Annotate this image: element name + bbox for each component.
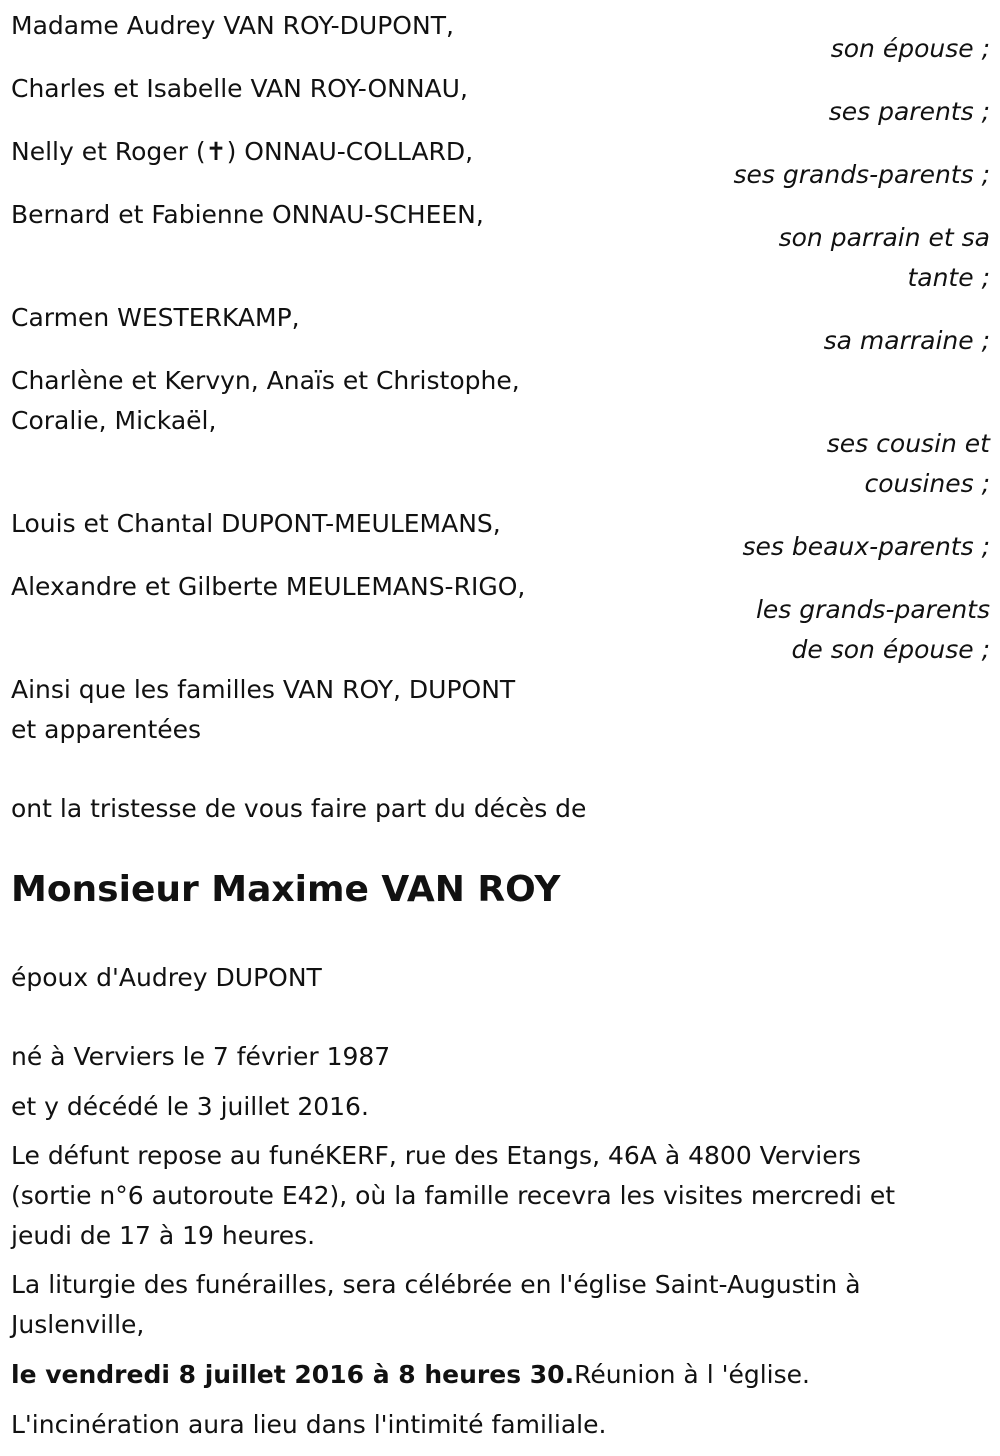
family-name: Nelly et Roger (✝) ONNAU-COLLARD, [11, 137, 474, 166]
rest-line: Le défunt repose au funéKERF, rue des Etangs, 46A à 4800 Verviers [11, 1141, 861, 1170]
announcement: ont la tristesse de vous faire part du décès de [11, 794, 587, 823]
family-relation: les grands-parents [755, 595, 990, 624]
family-relation: ses grands-parents ; [733, 160, 990, 189]
cross-icon: ✝ [205, 137, 227, 166]
family-relation: ses parents ; [828, 97, 990, 126]
families-line: et apparentées [11, 715, 202, 744]
family-relation: ses cousin et [826, 429, 990, 458]
family-relation: cousines ; [864, 469, 990, 498]
cremation-line: L'incinération aura lieu dans l'intimité familiale. [11, 1410, 607, 1439]
family-name: Charlène et Kervyn, Anaïs et Christophe, [11, 366, 520, 395]
family-name: Bernard et Fabienne ONNAU-SCHEEN, [11, 200, 484, 229]
birth-line: né à Verviers le 7 février 1987 [11, 1042, 391, 1071]
spouse-line: époux d'Audrey DUPONT [11, 963, 322, 992]
rest-line: (sortie n°6 autoroute E42), où la famille recevra les visites mercredi et [11, 1181, 896, 1210]
ceremony-date: le vendredi 8 juillet 2016 à 8 heures 30. [11, 1360, 575, 1389]
family-name: Alexandre et Gilberte MEULEMANS-RIGO, [11, 572, 526, 601]
family-relation: tante ; [907, 263, 990, 292]
family-relation: son épouse ; [830, 34, 990, 63]
rest-line: jeudi de 17 à 19 heures. [11, 1221, 316, 1250]
family-name: Charles et Isabelle VAN ROY-ONNAU, [11, 74, 468, 103]
liturgy-line: La liturgie des funérailles, sera célébrée en l'église Saint-Augustin à [11, 1270, 861, 1299]
family-relation: sa marraine ; [823, 326, 990, 355]
family-relation: ses beaux-parents ; [742, 532, 990, 561]
family-relation: de son épouse ; [791, 635, 990, 664]
family-name: Louis et Chantal DUPONT-MEULEMANS, [11, 509, 501, 538]
family-name: Coralie, Mickaël, [11, 406, 217, 435]
liturgy-line: Juslenville, [11, 1310, 145, 1339]
family-name: Carmen WESTERKAMP, [11, 303, 300, 332]
family-name: Madame Audrey VAN ROY-DUPONT, [11, 11, 454, 40]
family-relation: son parrain et sa [778, 223, 990, 252]
ceremony-line [11, 1355, 810, 1395]
families-line: Ainsi que les familles VAN ROY, DUPONT [11, 675, 516, 704]
deceased-name: Monsieur Maxime VAN ROY [11, 869, 561, 910]
ceremony-meeting: Réunion à l 'église. [574, 1360, 810, 1389]
death-line: et y décédé le 3 juillet 2016. [11, 1092, 369, 1121]
